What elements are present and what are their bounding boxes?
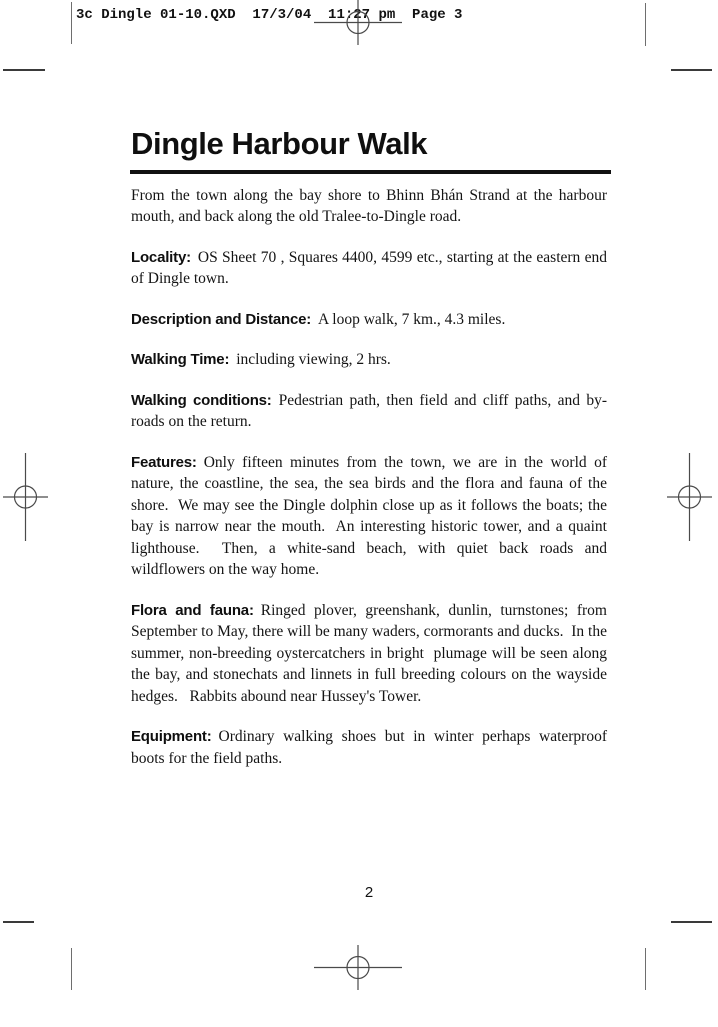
section-label: Flora and fauna: [131, 601, 254, 619]
section-text: including viewing, 2 hrs. [236, 351, 391, 368]
crop-mark-bottom-right-icon [645, 948, 646, 990]
section-label: Walking conditions: [131, 391, 272, 409]
section-text: OS Sheet 70 , Squares 4400, 4599 etc., starting at the eastern end of Dingle town. [131, 248, 611, 287]
section-locality [131, 247, 611, 290]
trim-dash-left-bottom-icon [3, 921, 34, 923]
section-equipment [131, 726, 611, 769]
intro-paragraph: From the town along the bay shore to Bhinn Bhán Strand at the harbour mouth, and back along the old Tralee-to-Dingle road. [131, 186, 611, 225]
section-description-distance [131, 309, 607, 331]
title-rule [130, 170, 611, 174]
trim-dash-right-top-icon [671, 69, 712, 71]
slug-line: 3c Dingle 01-10.QXD 17/3/04 11:27 pm Page 3 [76, 7, 463, 23]
section-walking-conditions [131, 390, 607, 433]
section-features [131, 452, 611, 581]
trim-dash-right-bottom-icon [671, 921, 712, 923]
trim-dash-left-top-icon [3, 69, 45, 71]
page-title: Dingle Harbour Walk [131, 126, 428, 161]
crop-mark-top-left-icon [71, 2, 72, 44]
section-text: Ordinary walking shoes but in winter perhaps waterproof boots for the field paths. [131, 728, 611, 767]
crop-mark-bottom-left-icon [71, 948, 72, 990]
section-label: Features: [131, 453, 197, 471]
section-text: Pedestrian path, then field and cliff paths, and by-roads on the return. [131, 391, 607, 430]
page-number: 2 [364, 884, 374, 901]
crop-mark-top-right-icon [645, 3, 646, 46]
section-label: Equipment: [131, 728, 212, 745]
registration-mark-left-icon [3, 453, 48, 541]
section-text: A loop walk, 7 km., 4.3 miles. [318, 310, 506, 328]
section-label: Description and Distance: [131, 310, 312, 328]
section-flora-fauna [131, 600, 611, 708]
section-label: Walking Time: [131, 351, 230, 368]
article [131, 126, 611, 788]
registration-mark-top-icon [314, 0, 402, 45]
section-text: Ringed plover, greenshank, dunlin, turnstones; from September to May, there will be many waders, cormorants and ducks. In the summer, non-breeding oystercatchers in bright plumage will be seen along the bay, and stonechats and linnets in full breeding colours on the wayside hedges. Rabbits abound near Hussey's Tower. [131, 601, 611, 705]
section-text: Only fifteen minutes from the town, we are in the world of nature, the coastline, the sea, the sea birds and the flora and fauna of the shore. We may see the Dingle dolphin close up as it follows the boats; the bay is narrow near the mouth. An interesting historic tower, and a quaint lighthouse. Then, a white-sand beach, with quiet back roads and wildflowers on the way home. [131, 453, 611, 578]
section-walking-time [131, 349, 607, 371]
registration-mark-bottom-icon [314, 945, 402, 990]
section-label: Locality: [131, 248, 191, 266]
registration-mark-right-icon [667, 453, 712, 541]
